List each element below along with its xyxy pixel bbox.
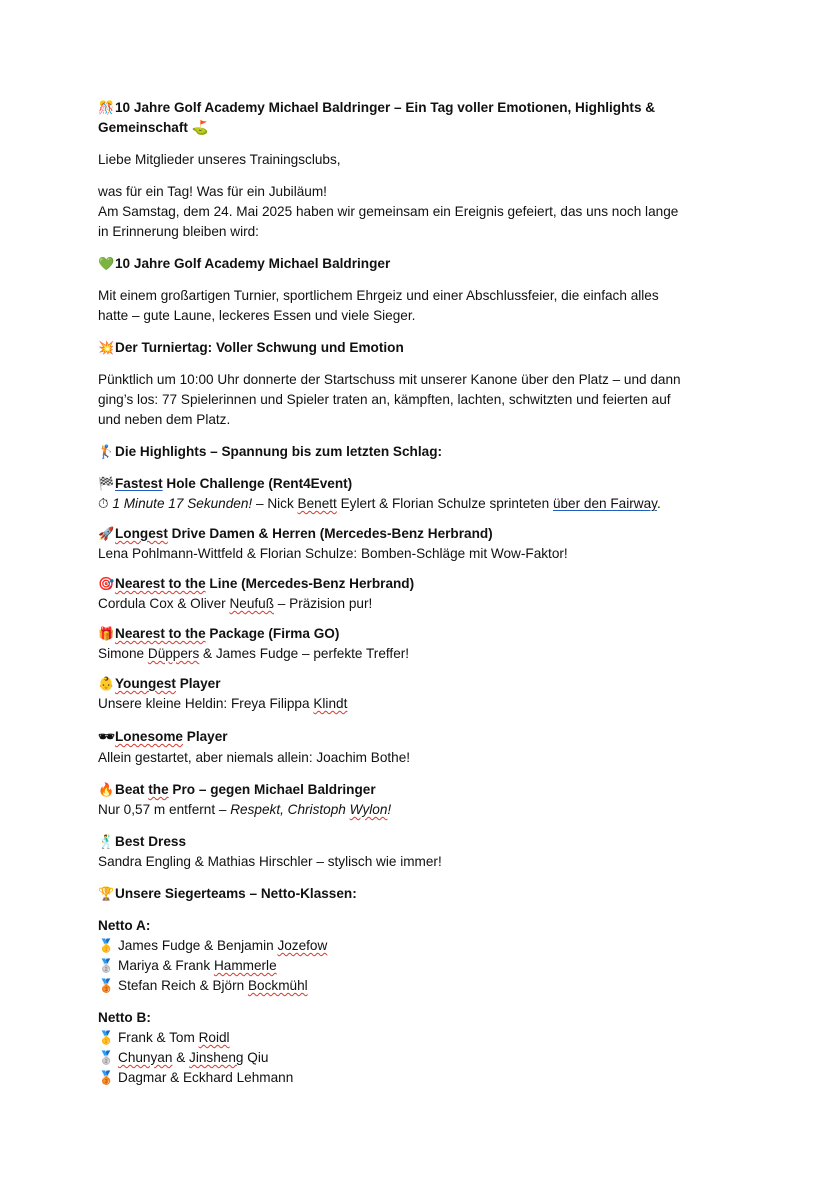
target-icon: 🎯 (98, 576, 115, 591)
golfer-icon: 🏌 (98, 444, 115, 459)
award-beat-pro-title-u: the (148, 782, 169, 797)
title-line-1: 10 Jahre Golf Academy Michael Baldringer – Ein Tag voller Emotionen, Highlights & (115, 100, 656, 115)
gift-icon: 🎁 (98, 626, 115, 641)
list-item (98, 936, 738, 956)
award-nearest-line-desc (98, 594, 738, 614)
netto-b-row-2-text: & (172, 1050, 190, 1065)
list-item (98, 1028, 738, 1048)
netto-b-row-2-u: Jinsheng (189, 1050, 244, 1065)
award-fastest-title-u: Fastest (115, 476, 163, 491)
award-fastest-time: 1 Minute 17 Sekunden! (108, 496, 253, 511)
silver-medal-icon: 🥈 (98, 958, 115, 973)
netto-b-row-1-text: Frank & Tom (118, 1030, 199, 1045)
netto-b-list (98, 1008, 738, 1088)
award-nearest-line-desc-u: Neufuß (229, 596, 275, 611)
highlights-heading-text: Die Highlights – Spannung bis zum letzten Schlag: (115, 444, 443, 459)
document-title (98, 98, 738, 138)
netto-b-row-3-text: Dagmar & Eckhard Lehmann (118, 1070, 294, 1085)
tournament-line-3: und neben dem Platz. (98, 412, 231, 427)
award-lonesome (98, 727, 738, 768)
tournament-heading-text: Der Turniertag: Voller Schwung und Emotion (115, 340, 404, 355)
section-heading-winners (98, 884, 738, 904)
netto-a-row-3-u: Bockmühl (247, 978, 308, 993)
award-nearest-line (98, 574, 738, 614)
award-youngest-desc-u: Klindt (313, 696, 348, 711)
intro-line-2: Am Samstag, dem 24. Mai 2025 haben wir gemeinsam ein Ereignis gefeiert, das uns noch lange (98, 204, 679, 219)
intro-line-1: was für ein Tag! Was für ein Jubiläum! (98, 184, 327, 199)
award-fastest-desc-b: Eylert & Florian Schulze sprinteten (336, 496, 553, 511)
award-fastest-link: über den Fairway (552, 496, 657, 511)
netto-a-label: Netto A: (98, 918, 151, 933)
trophy-icon: 🏆 (98, 886, 115, 901)
gold-medal-icon: 🥇 (98, 1030, 115, 1045)
intro-paragraph (98, 182, 738, 242)
anniversary-line-2: hatte – gute Laune, leckeres Essen und viele Sieger. (98, 308, 416, 323)
netto-b-row-1-u: Roidl (198, 1030, 230, 1045)
fire-icon: 🔥 (98, 782, 115, 797)
tournament-line-1: Pünktlich um 10:00 Uhr donnerte der Startschuss mit unserer Kanone über den Platz – und dann (98, 372, 681, 387)
list-item (98, 956, 738, 976)
award-fastest-desc (98, 494, 738, 514)
netto-b-row-2-text-b: Qiu (243, 1050, 269, 1065)
baby-icon: 👶 (98, 676, 115, 691)
award-nearest-package-title-u: Nearest to the (115, 626, 206, 641)
award-fastest-desc-end: . (656, 496, 661, 511)
award-nearest-package-title (98, 624, 738, 644)
dancer-icon: 🕺 (98, 834, 115, 849)
anniversary-line-1: Mit einem großartigen Turnier, sportlichem Ehrgeiz und einer Abschlussfeier, die einfach alles (98, 288, 659, 303)
list-item (98, 1068, 738, 1088)
award-nearest-package-desc-a: Simone (98, 646, 148, 661)
award-nearest-package-desc-b: & James Fudge – perfekte Treffer! (199, 646, 410, 661)
award-lonesome-title-u: Lonesome (115, 729, 183, 744)
rocket-icon: 🚀 (98, 526, 115, 541)
title-line-2: Gemeinschaft (98, 120, 188, 135)
award-youngest-title (98, 674, 738, 694)
award-nearest-package (98, 624, 738, 664)
netto-b-row-2-u0: Chunyan (118, 1050, 173, 1065)
award-youngest (98, 674, 738, 714)
award-longest-title-rest: Drive Damen & Herren (Mercedes-Benz Herbrand) (167, 526, 493, 541)
award-nearest-package-title-rest: Package (Firma GO) (205, 626, 340, 641)
award-youngest-title-rest: Player (175, 676, 221, 691)
document-body (98, 98, 738, 1098)
netto-b-label: Netto B: (98, 1010, 151, 1025)
award-fastest-desc-u: Benett (297, 496, 337, 511)
netto-a-row-2-u: Hammerle (213, 958, 277, 973)
bronze-medal-icon: 🥉 (98, 1070, 115, 1085)
award-beat-pro-desc-i: Respekt, Christoph (230, 802, 350, 817)
award-beat-pro-title (98, 780, 738, 800)
award-lonesome-desc: Allein gestartet, aber niemals allein: Joachim Bothe! (98, 750, 411, 765)
award-beat-pro-title-rest: Pro – gegen Michael Baldringer (168, 782, 376, 797)
section-heading-anniversary (98, 254, 738, 274)
green-heart-icon: 💚 (98, 256, 115, 271)
collision-icon: 💥 (98, 340, 115, 355)
award-longest-title (98, 524, 738, 544)
award-nearest-line-desc-b: – Präzision pur! (274, 596, 373, 611)
award-longest-title-u: Longest (115, 526, 168, 541)
award-nearest-line-desc-a: Cordula Cox & Oliver (98, 596, 230, 611)
tournament-paragraph (98, 370, 738, 430)
stopwatch-icon: ⏱ (98, 496, 109, 511)
award-beat-pro-desc-iend: ! (387, 802, 392, 817)
greeting: Liebe Mitglieder unseres Trainingsclubs, (98, 152, 341, 167)
award-nearest-line-title-u: Nearest to the (115, 576, 206, 591)
award-lonesome-title-rest: Player (182, 729, 228, 744)
award-best-dress (98, 832, 738, 872)
silver-medal-icon: 🥈 (98, 1050, 115, 1065)
award-longest (98, 524, 738, 564)
list-item (98, 976, 738, 996)
award-fastest-desc-a: – Nick (252, 496, 298, 511)
sunglasses-icon: 🕶 (98, 729, 115, 744)
winners-heading-text: Unsere Siegerteams – Netto-Klassen: (115, 886, 357, 901)
intro-line-3: in Erinnerung bleiben wird: (98, 224, 259, 239)
netto-a-list (98, 916, 738, 996)
anniversary-paragraph (98, 286, 738, 326)
award-youngest-desc-a: Unsere kleine Heldin: Freya Filippa (98, 696, 314, 711)
award-nearest-package-desc (98, 644, 738, 664)
award-beat-pro-desc-iu: Wylon (349, 802, 388, 817)
confetti-icon: 🎊 (98, 100, 115, 115)
netto-a-row-2-text: Mariya & Frank (118, 958, 214, 973)
award-beat-pro-desc (98, 800, 738, 820)
award-nearest-package-desc-u: Düppers (147, 646, 200, 661)
award-beat-pro-title-a: Beat (115, 782, 149, 797)
golf-flag-icon: ⛳ (191, 120, 209, 135)
award-beat-pro (98, 780, 738, 820)
netto-a-row-1-u: Jozefow (277, 938, 328, 953)
gold-medal-icon: 🥇 (98, 938, 115, 953)
award-best-dress-title (98, 832, 738, 852)
checkered-flag-icon: 🏁 (98, 476, 115, 491)
bronze-medal-icon: 🥉 (98, 978, 115, 993)
netto-a-row-1-text: James Fudge & Benjamin (118, 938, 278, 953)
award-beat-pro-desc-a: Nur 0,57 m entfernt – (98, 802, 231, 817)
award-nearest-line-title-rest: Line (Mercedes-Benz Herbrand) (205, 576, 415, 591)
tournament-line-2: ging’s los: 77 Spielerinnen und Spieler traten an, kämpften, lachten, schwitzten und feierten auf (98, 392, 671, 407)
award-longest-desc: Lena Pohlmann-Wittfeld & Florian Schulze: Bomben-Schläge mit Wow-Faktor! (98, 546, 568, 561)
award-youngest-title-u: Youngest (115, 676, 176, 691)
award-nearest-line-title (98, 574, 738, 594)
section-heading-highlights (98, 442, 738, 462)
netto-a-row-3-text: Stefan Reich & Björn (118, 978, 248, 993)
section-heading-tournament (98, 338, 738, 358)
anniversary-heading-text: 10 Jahre Golf Academy Michael Baldringer (115, 256, 391, 271)
award-fastest-title-rest: Hole Challenge (Rent4Event) (162, 476, 353, 491)
award-best-dress-desc: Sandra Engling & Mathias Hirschler – stylisch wie immer! (98, 854, 442, 869)
award-youngest-desc (98, 694, 738, 714)
award-best-dress-title-text: Best Dress (115, 834, 187, 849)
award-fastest-title (98, 474, 738, 494)
award-lonesome-title (98, 727, 738, 747)
award-fastest (98, 474, 738, 514)
list-item (98, 1048, 738, 1068)
